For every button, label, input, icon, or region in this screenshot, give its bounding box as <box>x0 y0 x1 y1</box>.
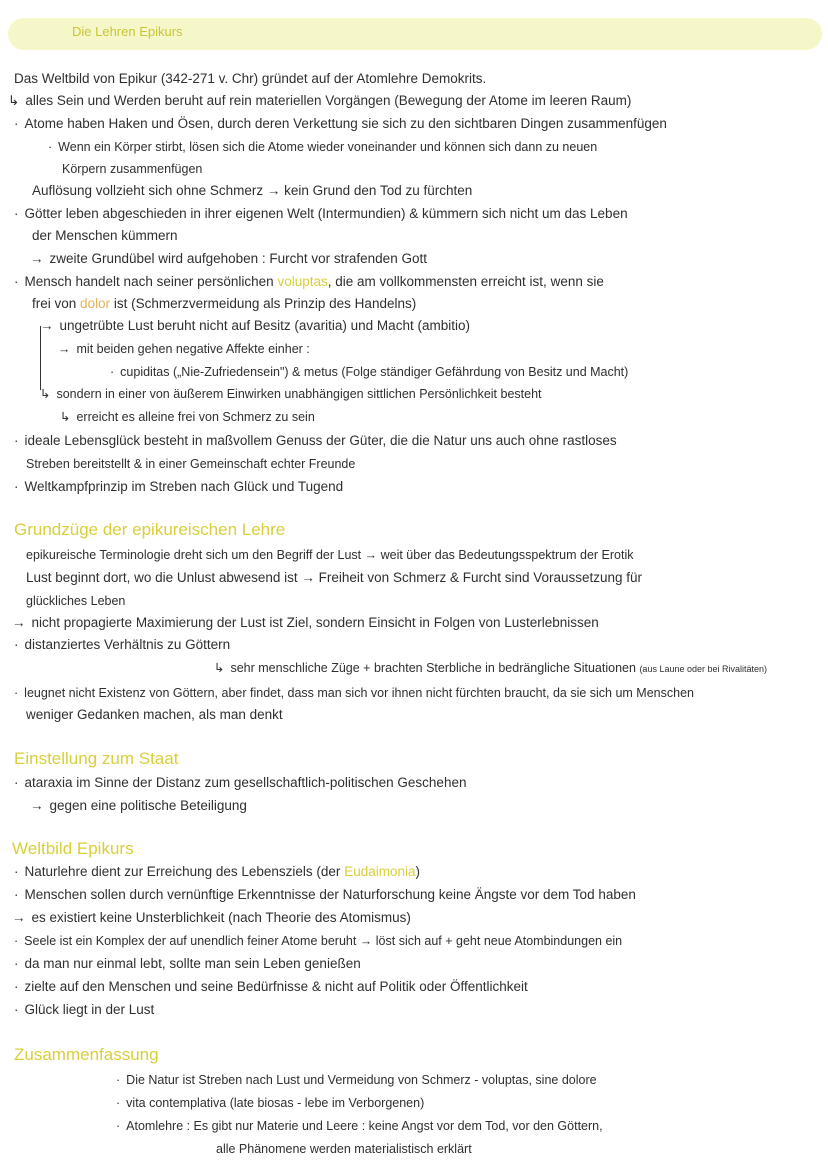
bullet-icon: · <box>14 934 19 948</box>
arrow-icon: → <box>58 342 71 356</box>
term-voluptas: voluptas <box>277 274 328 289</box>
bullet-icon: · <box>14 206 19 221</box>
note-line: frei von dolor ist (Schmerzvermeidung als Prinzip des Handelns) <box>32 296 417 311</box>
note-line: alle Phänomene werden materialistisch erklärt <box>216 1142 472 1156</box>
note-line: · Wenn ein Körper stirbt, lösen sich die Atome wieder voneinander und können sich dann zu neuen <box>48 140 598 154</box>
note-line: ↳ sehr menschliche Züge + brachten Sterbliche in bedrängliche Situationen (aus Laune oder bei Rivalitäten) <box>214 661 768 675</box>
intro-line: Das Weltbild von Epikur (342-271 v. Chr) gründet auf der Atomlehre Demokrits. <box>14 71 487 86</box>
note-line: ↳ erreicht es alleine frei von Schmerz zu sein <box>60 410 315 424</box>
note-line: → gegen eine politische Beteiligung <box>30 798 247 813</box>
arrow-icon: → <box>40 318 54 333</box>
arrow-icon: → <box>30 251 44 266</box>
note-line: · Atomlehre : Es gibt nur Materie und Leere : keine Angst vor dem Tod, vor den Göttern, <box>116 1119 603 1133</box>
hook-arrow-icon: ↳ <box>60 410 71 424</box>
bullet-icon: · <box>14 887 19 902</box>
bullet-icon: · <box>14 686 19 700</box>
note-line: · Mensch handelt nach seiner persönlichen voluptas, die am vollkommensten erreicht ist, wenn sie <box>14 274 604 289</box>
note-line: epikureische Terminologie dreht sich um den Begriff der Lust → weit über das Bedeutungsspektrum der Erotik <box>26 548 634 562</box>
note-line: → es existiert keine Unsterblichkeit (nach Theorie des Atomismus) <box>12 910 411 925</box>
section-heading: Weltbild Epikurs <box>12 839 134 858</box>
arrow-icon: → <box>12 615 26 630</box>
note-line: · Weltkampfprinzip im Streben nach Glück und Tugend <box>14 479 344 494</box>
bullet-icon: · <box>14 979 19 994</box>
note-line: · Seele ist ein Komplex der auf unendlich feiner Atome beruht → löst sich auf + geht neue Atombindungen ein <box>14 934 623 948</box>
hook-arrow-icon: ↳ <box>40 387 51 401</box>
bullet-icon: · <box>14 956 19 971</box>
section-heading: Grundzüge der epikureischen Lehre <box>14 520 286 539</box>
note-line: Streben bereitstellt & in einer Gemeinschaft echter Freunde <box>26 457 356 471</box>
bullet-icon: · <box>110 365 115 379</box>
note-line: · zielte auf den Menschen und seine Bedürfnisse & nicht auf Politik oder Öffentlichkeit <box>14 979 528 994</box>
note-line: · ideale Lebensglück besteht in maßvollem Genuss der Güter, die die Natur uns auch ohne rastloses <box>14 433 617 448</box>
note-line: · Naturlehre dient zur Erreichung des Lebensziels (der Eudaimonia) <box>14 864 420 879</box>
arrow-icon: → <box>12 910 26 925</box>
bullet-icon: · <box>14 116 19 131</box>
note-line: ↳ sondern in einer von äußerem Einwirken unabhängigen sittlichen Persönlichkeit besteht <box>40 387 542 401</box>
bracket-line <box>40 326 41 390</box>
term-dolor: dolor <box>80 296 111 311</box>
bullet-icon: · <box>14 775 19 790</box>
term-eudaimonia: Eudaimonia <box>344 864 416 879</box>
note-line: Körpern zusammenfügen <box>62 162 203 176</box>
note-line: → nicht propagierte Maximierung der Lust ist Ziel, sondern Einsicht in Folgen von Lusterlebnissen <box>12 615 599 630</box>
note-line: ↳ alles Sein und Werden beruht auf rein materiellen Vorgängen (Bewegung der Atome im leeren Raum) <box>8 93 632 108</box>
bullet-icon: · <box>116 1119 121 1133</box>
bullet-icon: · <box>116 1073 121 1087</box>
note-line: → mit beiden gehen negative Affekte einher : <box>58 342 310 356</box>
hook-arrow-icon: ↳ <box>214 661 225 675</box>
bullet-icon: · <box>14 479 19 494</box>
bullet-icon: · <box>116 1096 121 1110</box>
note-line: · Glück liegt in der Lust <box>14 1002 155 1017</box>
bullet-icon: · <box>14 433 19 448</box>
note-line: · da man nur einmal lebt, sollte man sein Leben genießen <box>14 956 361 971</box>
page-title: Die Lehren Epikurs <box>72 24 183 39</box>
arrow-icon: → <box>30 798 44 813</box>
bullet-icon: · <box>14 1002 19 1017</box>
note-line: · Menschen sollen durch vernünftige Erkenntnisse der Naturforschung keine Ängste vor dem Tod haben <box>14 887 636 902</box>
hook-arrow-icon: ↳ <box>8 93 20 108</box>
note-line: · distanziertes Verhältnis zu Göttern <box>14 637 231 652</box>
bullet-icon: · <box>14 274 19 289</box>
note-line: · Atome haben Haken und Ösen, durch deren Verkettung sie sich zu den sichtbaren Dingen zusammenfügen <box>14 116 667 131</box>
bullet-icon: · <box>14 637 19 652</box>
note-line: → ungetrübte Lust beruht nicht auf Besitz (avaritia) und Macht (ambitio) <box>40 318 470 333</box>
note-line: · cupiditas („Nie-Zufriedensein") & metus (Folge ständiger Gefährdung von Besitz und Macht) <box>110 365 629 379</box>
section-heading: Zusammenfassung <box>14 1045 159 1064</box>
note-line: glückliches Leben <box>26 594 126 608</box>
note-line: · Götter leben abgeschieden in ihrer eigenen Welt (Intermundien) & kümmern sich nicht um das Leben <box>14 206 628 221</box>
note-line: weniger Gedanken machen, als man denkt <box>26 707 283 722</box>
note-line: der Menschen kümmern <box>32 228 178 243</box>
bullet-icon: · <box>48 140 53 154</box>
section-heading: Einstellung zum Staat <box>14 749 179 768</box>
note-line: → zweite Grundübel wird aufgehoben : Furcht vor strafenden Gott <box>30 251 427 266</box>
note-line: · leugnet nicht Existenz von Göttern, aber findet, dass man sich vor ihnen nicht fürchten braucht, da sie sich um Menschen <box>14 686 694 700</box>
note-line: · Die Natur ist Streben nach Lust und Vermeidung von Schmerz - voluptas, sine dolore <box>116 1073 597 1087</box>
note-line: · vita contemplativa (late biosas - lebe im Verborgenen) <box>116 1096 425 1110</box>
note-line: Lust beginnt dort, wo die Unlust abwesend ist → Freiheit von Schmerz & Furcht sind Voraussetzung für <box>26 570 643 585</box>
note-line: · ataraxia im Sinne der Distanz zum gesellschaftlich-politischen Geschehen <box>14 775 467 790</box>
bullet-icon: · <box>14 864 19 879</box>
note-line: Auflösung vollzieht sich ohne Schmerz → kein Grund den Tod zu fürchten <box>32 183 473 198</box>
